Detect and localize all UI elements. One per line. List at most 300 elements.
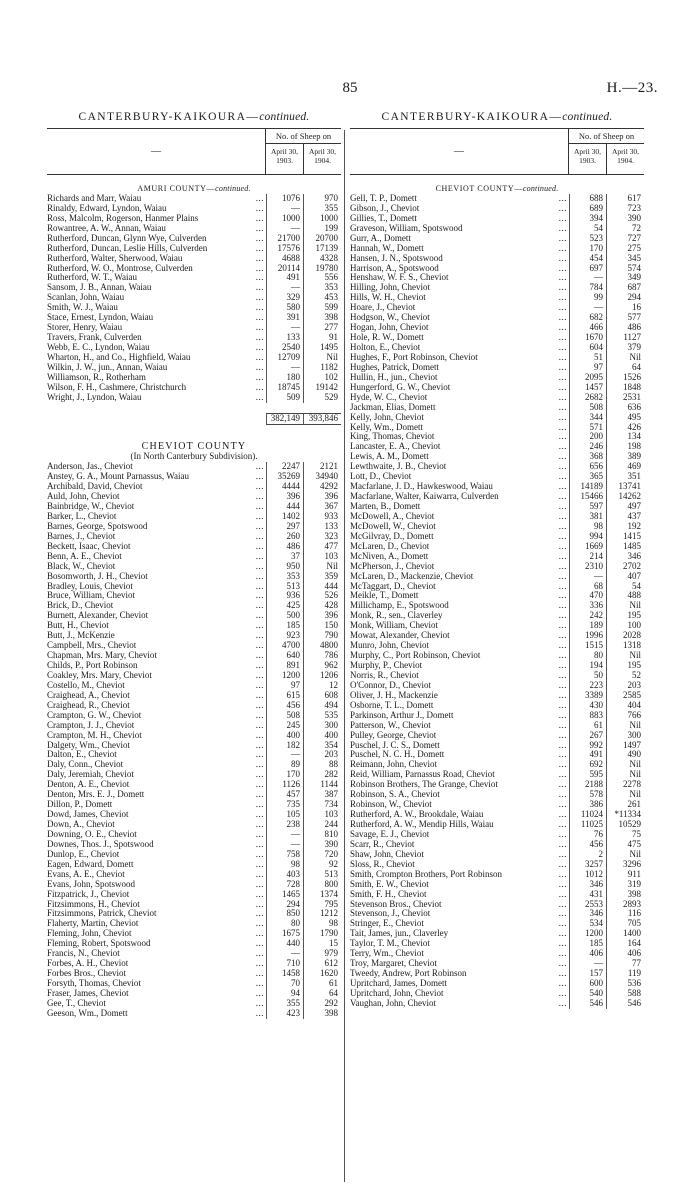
owner-name: Tait, James, jun., Claverley ... (350, 929, 569, 939)
sheep-1903: 430 (569, 701, 606, 711)
owner-name: Smith, Crompton Brothers, Port Robinson ... (350, 870, 569, 880)
sheep-1903: 4444 (266, 482, 303, 492)
sheep-1904: 14262 (606, 492, 644, 502)
owner-name: Hodgson, W., Cheviot ... (350, 313, 569, 323)
sheep-1903: 457 (266, 790, 303, 800)
sheep-1904: 2893 (606, 900, 644, 910)
sheep-1904: 199 (303, 224, 341, 234)
owner-name: McTaggart, D., Cheviot ... (350, 582, 569, 592)
owner-name: Rowantree, A. W., Annan, Waiau ... (47, 224, 266, 234)
right-header-1903: April 30, 1903. (573, 147, 602, 165)
owner-name: Geeson, Wm., Domett ... (47, 1009, 266, 1019)
sheep-1903: — (266, 283, 303, 293)
sheep-1903: 440 (266, 939, 303, 949)
sheep-1903: 51 (569, 353, 606, 363)
owner-name: Kelly, John, Cheviot ... (350, 413, 569, 423)
owner-name: Eagen, Edward, Domett ... (47, 860, 266, 870)
owner-name: Craighead, A., Cheviot ... (47, 691, 266, 701)
owner-name: Campbell, Mrs., Cheviot ... (47, 641, 266, 651)
sheep-1903: 365 (569, 472, 606, 482)
owner-name: Reid, William, Parnassus Road, Cheviot ... (350, 770, 569, 780)
sheep-1904: 351 (606, 472, 644, 482)
subdivision-note: (In North Canterbury Subdivision). (130, 452, 258, 462)
table-row (350, 731, 644, 741)
owner-name: Smith, F. H., Cheviot ... (350, 890, 569, 900)
sheep-1904: 119 (606, 969, 644, 979)
sheep-1904: 353 (303, 283, 341, 293)
owner-name: Butt, J., McKenzie ... (47, 631, 266, 641)
owner-name: Lewis, A. M., Domett ... (350, 452, 569, 462)
section-title-text: CHEVIOT COUNTY— (435, 184, 523, 193)
left-header-sheep-group (266, 129, 341, 174)
owner-name: Costello, M., Cheviot ... (47, 681, 266, 691)
sheep-1904: Nil (606, 353, 644, 363)
sheep-1903: 540 (569, 989, 606, 999)
sheep-1903: 2310 (569, 562, 606, 572)
sheep-1904: 979 (303, 949, 341, 959)
sheep-1904: 529 (303, 393, 341, 403)
sheep-1904: 88 (303, 760, 341, 770)
sheep-1904: 406 (606, 949, 644, 959)
sheep-1904: 1526 (606, 373, 644, 383)
owner-name: Gillies, T., Domett ... (350, 214, 569, 224)
sheep-1904: 393,846 (303, 413, 341, 425)
owner-name: Anderson, Jas., Cheviot ... (47, 462, 266, 472)
sheep-1903: 17576 (266, 244, 303, 254)
sheep-1904: 636 (606, 403, 644, 413)
left-header-1903: April 30, 1903. (270, 147, 299, 165)
sheep-1904: 92 (303, 860, 341, 870)
sheep-1903: 94 (266, 989, 303, 999)
sheep-1904: 407 (606, 572, 644, 582)
sheep-1904: Nil (303, 353, 341, 363)
sheep-1904: 494 (303, 701, 341, 711)
sheep-1904: 1212 (303, 909, 341, 919)
owner-name: Rinaldy, Edward, Lyndon, Waiau ... (47, 204, 266, 214)
sheep-1904: 970 (303, 194, 341, 204)
owner-name: Rutherford, W. O., Montrose, Culverden ... (47, 264, 266, 274)
sheep-1904: 536 (606, 979, 644, 989)
sheep-1903: 1000 (266, 214, 303, 224)
sheep-1903: 546 (569, 999, 606, 1009)
sheep-1904: Nil (303, 562, 341, 572)
owner-name: Hughes, Patrick, Domett ... (350, 363, 569, 373)
sheep-1904: 404 (606, 701, 644, 711)
sheep-1904: 300 (606, 731, 644, 741)
sheep-1903: 1076 (266, 194, 303, 204)
sheep-1904: 546 (606, 999, 644, 1009)
owner-name: Murphy, C., Port Robinson, Cheviot ... (350, 651, 569, 661)
owner-name: Taylor, T. M., Cheviot ... (350, 939, 569, 949)
owner-name: Murphy, P., Cheviot ... (350, 661, 569, 671)
sheep-1904: 13741 (606, 482, 644, 492)
sheep-1903: 336 (569, 601, 606, 611)
owner-name: Hullin, H., jun., Cheviot ... (350, 373, 569, 383)
sheep-1903: 346 (569, 880, 606, 890)
sheep-1904: 1620 (303, 969, 341, 979)
sheep-1903: 223 (569, 681, 606, 691)
sheep-1903: 11024 (569, 810, 606, 820)
sheep-1904: 398 (606, 890, 644, 900)
left-column-title (47, 110, 341, 126)
right-table-header (350, 128, 644, 175)
sheep-1903: 992 (569, 741, 606, 751)
owner-name: Craighead, R., Cheviot ... (47, 701, 266, 711)
sheep-1904: 453 (303, 293, 341, 303)
sheep-1904: 10529 (606, 820, 644, 830)
owner-name: Childs, P., Port Robinson ... (47, 661, 266, 671)
sheep-1904: 150 (303, 621, 341, 631)
sheep-1903: 381 (569, 512, 606, 522)
owner-name: Brick, D., Cheviot ... (47, 601, 266, 611)
owner-name: Fraser, James, Cheviot ... (47, 989, 266, 999)
owner-name: Bainbridge, W., Cheviot ... (47, 502, 266, 512)
owner-name: Daly, Conn., Cheviot ... (47, 760, 266, 770)
section-title-continued: continued. (215, 184, 251, 193)
sheep-1903: 508 (569, 403, 606, 413)
owner-name: Wright, J., Lyndon, Waiau ... (47, 393, 266, 403)
sheep-1903: 735 (266, 800, 303, 810)
sheep-1903: 353 (266, 572, 303, 582)
sheep-1904: 577 (606, 313, 644, 323)
sheep-1904: 244 (303, 820, 341, 830)
sheep-1903: 185 (266, 621, 303, 631)
sheep-1904: 2702 (606, 562, 644, 572)
sheep-1903: 425 (266, 601, 303, 611)
right-header-1904: April 30, 1904. (606, 144, 644, 174)
owner-name: Jackman, Elias, Domett ... (350, 403, 569, 413)
sheep-1903: 692 (569, 760, 606, 770)
sheep-1904: 396 (303, 492, 341, 502)
sheep-1903: 1515 (569, 641, 606, 651)
owner-name: Williamson, R., Rotherham ... (47, 373, 266, 383)
section-title-text: AMURI COUNTY— (137, 184, 216, 193)
sheep-1903: 214 (569, 552, 606, 562)
right-column (350, 110, 644, 1009)
sheep-1904: 103 (303, 810, 341, 820)
owner-name: Dillon, P., Domett ... (47, 800, 266, 810)
left-table-body (47, 184, 341, 1019)
sheep-1904: Nil (606, 760, 644, 770)
sheep-1903: 396 (266, 492, 303, 502)
table-row (47, 890, 341, 900)
section-title (350, 184, 644, 194)
sheep-1903: 454 (569, 254, 606, 264)
table-row (350, 572, 644, 582)
sheep-1903: 329 (266, 293, 303, 303)
sheep-1904: 574 (606, 264, 644, 274)
owner-name: Stringer, E., Cheviot ... (350, 919, 569, 929)
owner-name: Hogan, John, Cheviot ... (350, 323, 569, 333)
owner-name: Burnett, Alexander, Cheviot ... (47, 611, 266, 621)
sheep-1903: 294 (266, 900, 303, 910)
sheep-1904: 3296 (606, 860, 644, 870)
sheep-1903: 14189 (569, 482, 606, 492)
owner-name: Dowd, James, Cheviot ... (47, 810, 266, 820)
sheep-1904: 4328 (303, 254, 341, 264)
owner-name: Lancaster, E. A., Cheviot ... (350, 442, 569, 452)
sheep-1903: 2682 (569, 393, 606, 403)
owner-name: Robinson, W., Cheviot ... (350, 800, 569, 810)
sheep-1903: 509 (266, 393, 303, 403)
sheep-1903: 950 (266, 562, 303, 572)
sheep-1904: 720 (303, 850, 341, 860)
sheep-1904: 133 (303, 522, 341, 532)
owner-name: Barnes, George, Spotswood ... (47, 522, 266, 532)
sheep-1903: 850 (266, 909, 303, 919)
left-title-continued: continued. (259, 111, 310, 123)
sheep-1904: 323 (303, 532, 341, 542)
sheep-1903: 2553 (569, 900, 606, 910)
sheep-1904: 16 (606, 303, 644, 313)
owner-name: Coakley, Mrs. Mary, Cheviot ... (47, 671, 266, 681)
sheep-1903: 466 (569, 323, 606, 333)
sheep-1903: — (266, 204, 303, 214)
sheep-1903: 50 (569, 671, 606, 681)
sheep-1904: 64 (606, 363, 644, 373)
sheep-1903: 80 (569, 651, 606, 661)
sheep-1903: 4688 (266, 254, 303, 264)
sheep-1903: 456 (266, 701, 303, 711)
sheep-1903: 76 (569, 830, 606, 840)
sheep-1903: 2 (569, 850, 606, 860)
section-heading (47, 442, 341, 452)
sheep-1904: 379 (606, 343, 644, 353)
sheep-1903: 54 (569, 224, 606, 234)
sheep-1903: 1457 (569, 383, 606, 393)
owner-name: Monk, William, Cheviot ... (350, 621, 569, 631)
left-header-1904: April 30, 1904. (303, 144, 341, 174)
owner-name: Forbes Bros., Cheviot ... (47, 969, 266, 979)
sheep-1903: 2095 (569, 373, 606, 383)
owner-name: Scanlan, John, Waiau ... (47, 293, 266, 303)
owner-name: Wharton, H., and Co., Highfield, Waiau ... (47, 353, 266, 363)
owner-name: Rutherford, A. W., Brookdale, Waiau ... (350, 810, 569, 820)
sheep-1904: 1318 (606, 641, 644, 651)
owner-name: Butt, H., Cheviot ... (47, 621, 266, 631)
owner-name: Rutherford, Walter, Sherwood, Waiau ... (47, 254, 266, 264)
section-title (47, 184, 341, 194)
sheep-1904: 526 (303, 591, 341, 601)
sheep-1903: 89 (266, 760, 303, 770)
owner-name: Hoare, J., Cheviot ... (350, 303, 569, 313)
sheep-1903: 936 (266, 591, 303, 601)
sheep-1904: 486 (606, 323, 644, 333)
owner-name: Rutherford, Duncan, Glynn Wye, Culverden ... (47, 234, 266, 244)
right-column-title (350, 110, 644, 126)
sheep-1903: — (266, 224, 303, 234)
owner-name: Lott, D., Cheviot ... (350, 472, 569, 482)
sheep-1904: 1374 (303, 890, 341, 900)
owner-name: Munro, John, Cheviot ... (350, 641, 569, 651)
sheep-1903: 923 (266, 631, 303, 641)
sheep-1903: 4700 (266, 641, 303, 651)
owner-name: Benn, A. E., Cheviot ... (47, 552, 266, 562)
table-row (47, 572, 341, 582)
sheep-1904: 164 (606, 939, 644, 949)
sheep-1904: 599 (303, 303, 341, 313)
owner-name: Chapman, Mrs. Mary, Cheviot ... (47, 651, 266, 661)
sheep-1903: — (266, 949, 303, 959)
sheep-1903: 35269 (266, 472, 303, 482)
sheep-1904: 389 (606, 452, 644, 462)
owner-name: Hyde, W. C., Cheviot ... (350, 393, 569, 403)
sheep-1903: 170 (569, 244, 606, 254)
left-table-header (47, 128, 341, 175)
sheep-1904: 608 (303, 691, 341, 701)
sheep-1904: 786 (303, 651, 341, 661)
sheep-1903: 1200 (266, 671, 303, 681)
sheep-1904: 282 (303, 770, 341, 780)
sheep-1904: 19780 (303, 264, 341, 274)
owner-name: Terry, Wm., Cheviot ... (350, 949, 569, 959)
sheep-1904: 192 (606, 522, 644, 532)
sheep-1904: 12 (303, 681, 341, 691)
sheep-1904: 91 (303, 333, 341, 343)
sheep-1903: 500 (266, 611, 303, 621)
sheep-1904: 15 (303, 939, 341, 949)
owner-name: Graveson, William, Spotswood ... (350, 224, 569, 234)
left-header-blank: — (47, 129, 266, 174)
owner-name: Dalgety, Wm., Cheviot ... (47, 741, 266, 751)
owner-name: Norris, R., Cheviot ... (350, 671, 569, 681)
owner-name: Gee, T., Cheviot ... (47, 999, 266, 1009)
sheep-1903: 194 (569, 661, 606, 671)
sheep-1904: 198 (606, 442, 644, 452)
owner-name: Hansen, J. N., Spotswood ... (350, 254, 569, 264)
sheep-1903: 403 (266, 870, 303, 880)
owner-name: Sansom, J. B., Annan, Waiau ... (47, 283, 266, 293)
sheep-1904: Nil (606, 850, 644, 860)
sheep-1903: 1669 (569, 542, 606, 552)
sheep-1904: 790 (303, 631, 341, 641)
owner-name: Evans, John, Spotswood ... (47, 880, 266, 890)
owner-name: McLaren, D., Cheviot ... (350, 542, 569, 552)
owner-name: Ross, Malcolm, Rogerson, Hanmer Plains ... (47, 214, 266, 224)
sheep-1904: 367 (303, 502, 341, 512)
sheep-1903: 444 (266, 502, 303, 512)
owner-name: Kelly, Wm., Domett ... (350, 423, 569, 433)
owner-name: Richards and Marr, Waiau ... (47, 194, 266, 204)
sheep-1903: 344 (569, 413, 606, 423)
sheep-1904: 319 (606, 880, 644, 890)
owner-name: Stevenson, J., Cheviot ... (350, 909, 569, 919)
sheep-1903: 182 (266, 741, 303, 751)
owner-name: Down, A., Cheviot ... (47, 820, 266, 830)
sheep-1904: 294 (606, 293, 644, 303)
owner-name: Rutherford, Duncan, Leslie Hills, Culverden ... (47, 244, 266, 254)
sheep-1903: 1996 (569, 631, 606, 641)
sheep-1904: 800 (303, 880, 341, 890)
sheep-1904: 4800 (303, 641, 341, 651)
sheep-1904: 300 (303, 721, 341, 731)
sheep-1903: 697 (569, 264, 606, 274)
sheep-1903: 245 (266, 721, 303, 731)
owner-name: Upritchard, James, Domett ... (350, 979, 569, 989)
owner-name: Denton, A. E., Cheviot ... (47, 780, 266, 790)
sheep-1904: 1485 (606, 542, 644, 552)
owner-name: Macfarlane, Walter, Kaiwarra, Culverden ... (350, 492, 569, 502)
sheep-1904: 734 (303, 800, 341, 810)
owner-name: Travers, Frank, Culverden ... (47, 333, 266, 343)
sheep-1903: 595 (569, 770, 606, 780)
sheep-1903: — (569, 273, 606, 283)
section-subheading (47, 452, 341, 462)
owner-name: Millichamp, E., Spotswood ... (350, 601, 569, 611)
total-row (47, 413, 341, 423)
owner-name: Barker, L., Cheviot ... (47, 512, 266, 522)
sheep-1904: 398 (303, 1009, 341, 1019)
owner-name: Mowat, Alexander, Cheviot ... (350, 631, 569, 641)
owner-name: Black, W., Cheviot ... (47, 562, 266, 572)
right-header-sheep-group (569, 129, 644, 174)
sheep-1903: 267 (569, 731, 606, 741)
table-row (350, 999, 644, 1009)
sheep-1904: 390 (606, 214, 644, 224)
sheep-1903: 534 (569, 919, 606, 929)
sheep-1904: 64 (303, 989, 341, 999)
owner-name: Anstey, G. A., Mount Parnassus, Waiau ... (47, 472, 266, 482)
section-heading (47, 184, 341, 194)
owner-name: Shaw, John, Cheviot ... (350, 850, 569, 860)
sheep-1903: 1465 (266, 890, 303, 900)
sheep-1903: 491 (266, 273, 303, 283)
owner-name: Crampton, G. W., Cheviot ... (47, 711, 266, 721)
sheep-1904: 20700 (303, 234, 341, 244)
sheep-1904: 400 (303, 731, 341, 741)
sheep-1903: — (569, 303, 606, 313)
sheep-1904: 61 (303, 979, 341, 989)
owner-name: Fitzsimmons, Patrick, Cheviot ... (47, 909, 266, 919)
owner-name: McGilvray, D., Domett ... (350, 532, 569, 542)
owner-name: Evans, A. E., Cheviot ... (47, 870, 266, 880)
sheep-1903: 456 (569, 840, 606, 850)
left-title-main: CANTERBURY-KAIKOURA— (78, 111, 260, 123)
sheep-1903: 1675 (266, 929, 303, 939)
sheep-1904: 103 (303, 552, 341, 562)
sheep-1903: 656 (569, 462, 606, 472)
sheep-1903: 1458 (266, 969, 303, 979)
sheep-1903: 728 (266, 880, 303, 890)
sheep-1903: 185 (569, 939, 606, 949)
sheep-1903: 513 (266, 582, 303, 592)
sheep-1904: Nil (606, 770, 644, 780)
sheep-1903: — (266, 750, 303, 760)
sheep-1903: 37 (266, 552, 303, 562)
sheep-1903: 758 (266, 850, 303, 860)
owner-name: Downing, O. E., Cheviot ... (47, 830, 266, 840)
sheep-1903: 242 (569, 611, 606, 621)
owner-name: Upritchard, John, Cheviot ... (350, 989, 569, 999)
right-table-body (350, 184, 644, 1009)
owner-name: Hungerford, G. W., Cheviot ... (350, 383, 569, 393)
sheep-1904: 1182 (303, 363, 341, 373)
sheep-1904: 19142 (303, 383, 341, 393)
sheep-1903: 1402 (266, 512, 303, 522)
sheep-1903: 18745 (266, 383, 303, 393)
sheep-1903: 21700 (266, 234, 303, 244)
right-title-main: CANTERBURY-KAIKOURA— (381, 111, 563, 123)
sheep-1903: 1200 (569, 929, 606, 939)
sheep-1904: 588 (606, 989, 644, 999)
owner-name: Dunlop, E., Cheviot ... (47, 850, 266, 860)
sheep-1904: 2028 (606, 631, 644, 641)
sheep-1903: 604 (569, 343, 606, 353)
sheep-1903: 571 (569, 423, 606, 433)
sheep-1903: 105 (266, 810, 303, 820)
owner-name: Meikle, T., Domett ... (350, 591, 569, 601)
sheep-1903: 394 (569, 214, 606, 224)
